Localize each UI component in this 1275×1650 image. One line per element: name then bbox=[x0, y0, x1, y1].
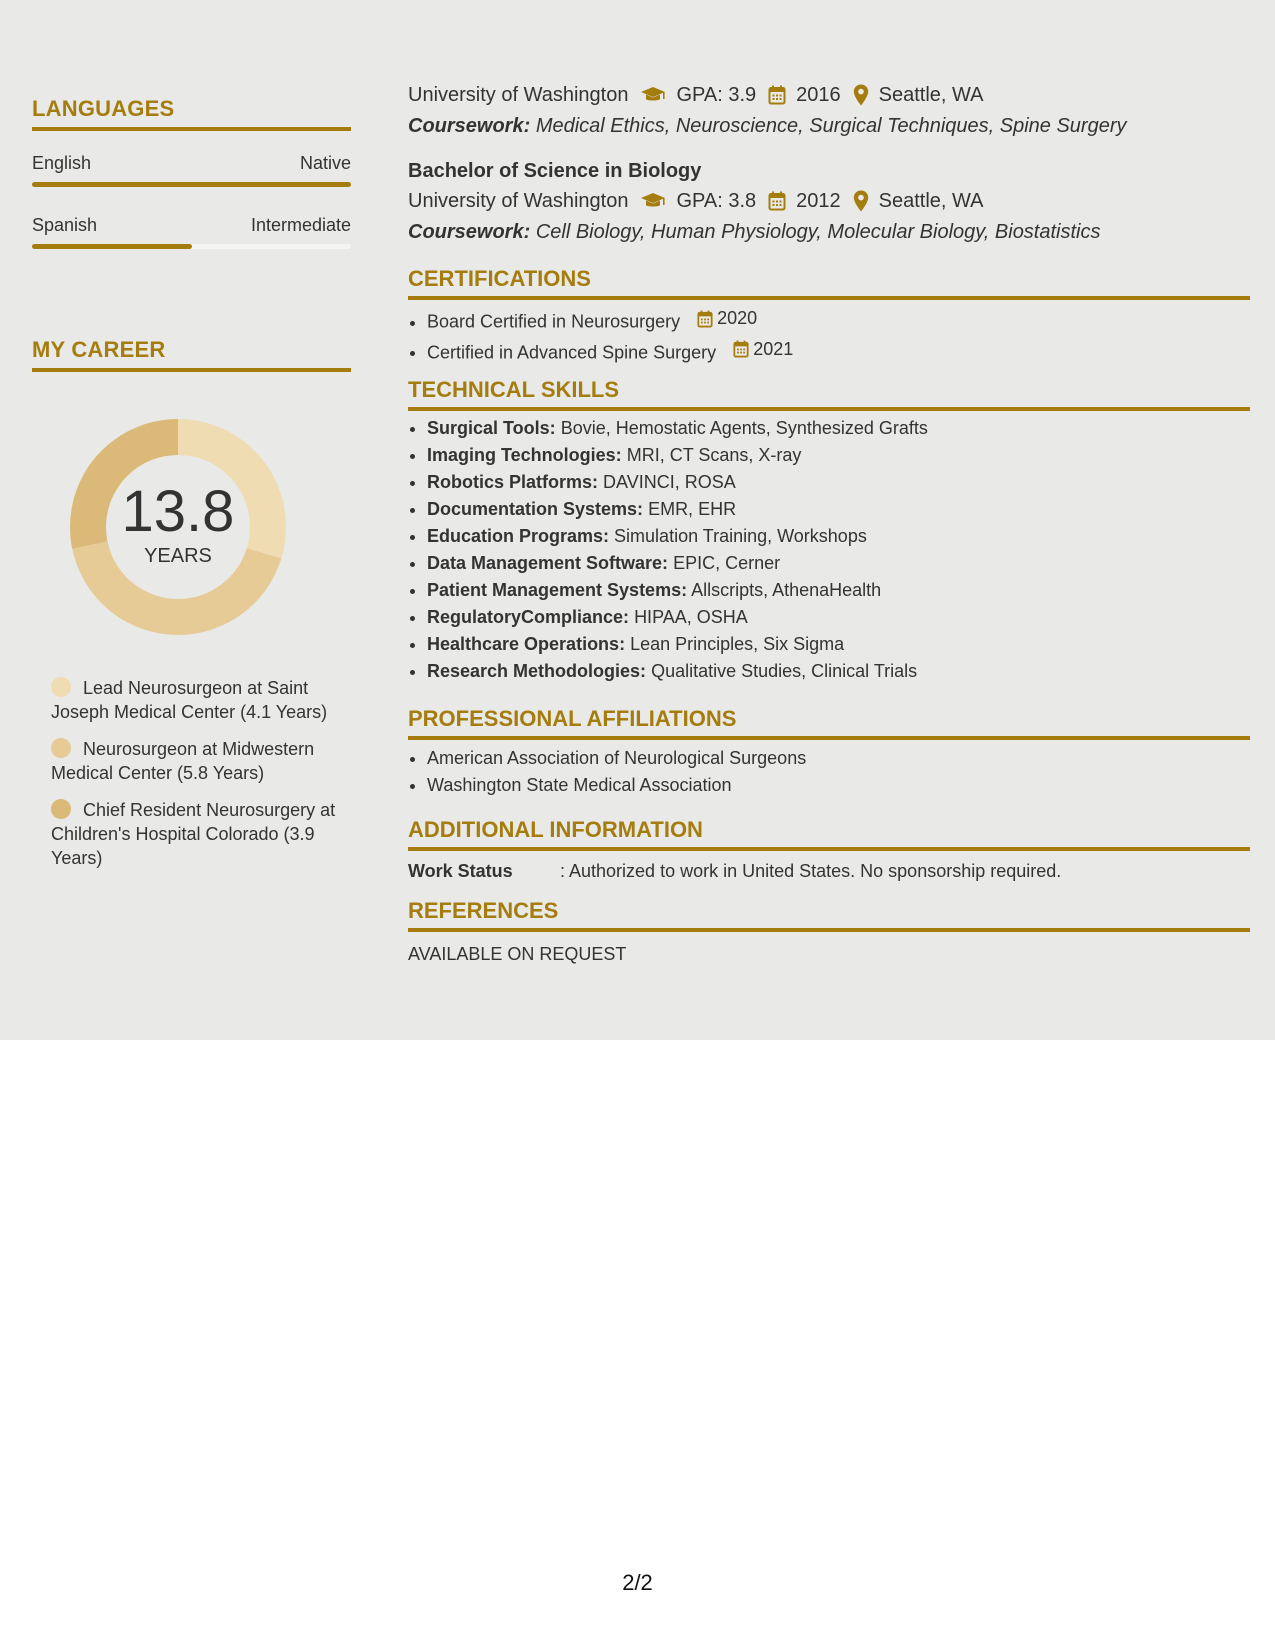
calendar-icon bbox=[768, 191, 786, 211]
legend-dot bbox=[51, 677, 71, 697]
graduation-year: 2012 bbox=[796, 190, 841, 212]
legend-dot bbox=[51, 738, 71, 758]
graduation-cap-icon bbox=[640, 86, 666, 104]
calendar-icon bbox=[733, 340, 749, 358]
certifications-section bbox=[408, 266, 1250, 366]
school-name: University of Washington bbox=[408, 84, 629, 106]
language-level: Intermediate bbox=[250, 215, 351, 235]
skills-title: TECHNICAL SKILLS bbox=[408, 377, 620, 402]
skills-list bbox=[408, 415, 1250, 685]
career-donut-chart bbox=[66, 415, 290, 639]
affiliation-item: • Washington State Medical Association bbox=[427, 772, 1250, 799]
skill-item bbox=[427, 523, 1250, 550]
coursework-label: Coursework: bbox=[408, 221, 531, 243]
skill-value: Lean Principles, Six Sigma bbox=[630, 634, 845, 654]
career-section bbox=[32, 337, 351, 372]
skill-value: HIPAA, OSHA bbox=[634, 607, 748, 627]
calendar-icon bbox=[768, 85, 786, 105]
page-number: 2/2 bbox=[622, 1570, 653, 1595]
certification-name: Board Certified in Neurosurgery bbox=[427, 311, 681, 332]
coursework bbox=[408, 219, 1250, 245]
references-title: REFERENCES bbox=[408, 898, 559, 923]
skill-label: Education Programs: bbox=[427, 526, 610, 546]
additional-section bbox=[408, 817, 1250, 882]
references-text: AVAILABLE ON REQUEST bbox=[408, 944, 627, 964]
graduation-year: 2016 bbox=[796, 84, 841, 106]
languages-section bbox=[32, 96, 351, 249]
skill-value: DAVINCI, ROSA bbox=[603, 472, 736, 492]
skill-label: Data Management Software: bbox=[427, 553, 669, 573]
skill-value: Bovie, Hemostatic Agents, Synthesized Grafts bbox=[560, 418, 928, 438]
school-location: Seattle, WA bbox=[878, 84, 984, 106]
affiliations-section bbox=[408, 706, 1250, 799]
skill-label: Documentation Systems: bbox=[427, 499, 644, 519]
gpa: GPA: 3.9 bbox=[676, 84, 757, 106]
skill-value: EPIC, Cerner bbox=[673, 553, 781, 573]
certifications-list bbox=[408, 305, 1250, 366]
skill-item bbox=[427, 550, 1250, 577]
affiliations-rule bbox=[408, 736, 1250, 740]
skill-item bbox=[427, 631, 1250, 658]
language-item bbox=[32, 152, 351, 187]
career-donut-center bbox=[66, 415, 290, 639]
affiliation-item: • American Association of Neurological Surgeons bbox=[427, 745, 1250, 772]
location-pin-icon bbox=[853, 190, 869, 212]
skill-item bbox=[427, 442, 1250, 469]
location-pin-icon bbox=[853, 84, 869, 106]
career-legend-item bbox=[51, 798, 341, 870]
work-status-label: Work Status bbox=[408, 861, 513, 881]
skill-value: MRI, CT Scans, X-ray bbox=[626, 445, 802, 465]
certification-item bbox=[427, 305, 1250, 336]
education-meta bbox=[408, 82, 1250, 108]
additional-title: ADDITIONAL INFORMATION bbox=[408, 817, 703, 842]
language-bar bbox=[32, 244, 351, 249]
skill-label: RegulatoryCompliance: bbox=[427, 607, 630, 627]
skills-rule bbox=[408, 407, 1250, 411]
graduation-cap-icon bbox=[640, 192, 666, 210]
certifications-title: CERTIFICATIONS bbox=[408, 266, 591, 291]
language-name: Spanish bbox=[32, 215, 98, 235]
skill-item bbox=[427, 496, 1250, 523]
certification-year: 2021 bbox=[753, 338, 794, 359]
education-meta bbox=[408, 188, 1250, 214]
skill-label: Imaging Technologies: bbox=[427, 445, 622, 465]
gpa: GPA: 3.8 bbox=[676, 190, 757, 212]
languages-rule bbox=[32, 127, 351, 131]
skill-item bbox=[427, 604, 1250, 631]
calendar-icon bbox=[697, 310, 713, 328]
certifications-rule bbox=[408, 296, 1250, 300]
language-item bbox=[32, 214, 351, 249]
career-rule bbox=[32, 368, 351, 372]
skill-value: Qualitative Studies, Clinical Trials bbox=[651, 661, 918, 681]
coursework-list: Cell Biology, Human Physiology, Molecular Biology, Biostatistics bbox=[535, 221, 1101, 243]
skill-item bbox=[427, 469, 1250, 496]
career-legend-item bbox=[51, 676, 341, 724]
language-bar bbox=[32, 182, 351, 187]
degree-title: Bachelor of Science in Biology bbox=[408, 160, 702, 182]
skill-label: Healthcare Operations: bbox=[427, 634, 626, 654]
language-bar-fill bbox=[32, 182, 351, 187]
language-name: English bbox=[32, 153, 92, 173]
affiliations-title: PROFESSIONAL AFFILIATIONS bbox=[408, 706, 737, 731]
language-bar-fill bbox=[32, 244, 192, 249]
skill-label: Patient Management Systems: bbox=[427, 580, 688, 600]
career-title: MY CAREER bbox=[32, 337, 166, 362]
career-total-unit: YEARS bbox=[144, 545, 212, 567]
certification-item bbox=[427, 336, 1250, 367]
skill-value: Allscripts, AthenaHealth bbox=[691, 580, 882, 600]
school-location: Seattle, WA bbox=[878, 190, 984, 212]
certification-name: Certified in Advanced Spine Surgery bbox=[427, 342, 717, 362]
skill-label: Robotics Platforms: bbox=[427, 472, 599, 492]
affiliations-list bbox=[408, 745, 1250, 799]
references-section bbox=[408, 898, 1250, 965]
career-legend-item bbox=[51, 737, 341, 785]
additional-rule bbox=[408, 847, 1250, 851]
skill-item bbox=[427, 577, 1250, 604]
skill-value: EMR, EHR bbox=[648, 499, 737, 519]
school-name: University of Washington bbox=[408, 190, 629, 212]
language-level: Native bbox=[299, 153, 351, 173]
certification-year: 2020 bbox=[717, 308, 758, 328]
work-status-value: : Authorized to work in United States. No sponsorship required. bbox=[560, 861, 1062, 881]
coursework-label: Coursework: bbox=[408, 115, 531, 137]
career-total-years: 13.8 bbox=[121, 479, 235, 544]
skills-section bbox=[408, 377, 1250, 685]
skill-value: Simulation Training, Workshops bbox=[614, 526, 867, 546]
work-status-row bbox=[408, 860, 1250, 882]
career-legend bbox=[51, 676, 341, 883]
education-entry bbox=[408, 82, 1250, 139]
skill-item bbox=[427, 658, 1250, 685]
legend-label: Lead Neurosurgeon at Saint Joseph Medical Center (4.1 Years) bbox=[51, 678, 328, 722]
languages-title: LANGUAGES bbox=[32, 96, 175, 121]
coursework bbox=[408, 113, 1250, 139]
references-rule bbox=[408, 928, 1250, 932]
coursework-list: Medical Ethics, Neuroscience, Surgical Techniques, Spine Surgery bbox=[535, 115, 1127, 137]
education-entry bbox=[408, 158, 1250, 245]
skill-label: Surgical Tools: bbox=[427, 418, 556, 438]
skill-label: Research Methodologies: bbox=[427, 661, 647, 681]
legend-label: Chief Resident Neurosurgery at Children's Hospital Colorado (3.9 Years) bbox=[51, 800, 336, 868]
legend-dot bbox=[51, 799, 71, 819]
legend-label: Neurosurgeon at Midwestern Medical Center (5.8 Years) bbox=[51, 739, 315, 783]
skill-item bbox=[427, 415, 1250, 442]
